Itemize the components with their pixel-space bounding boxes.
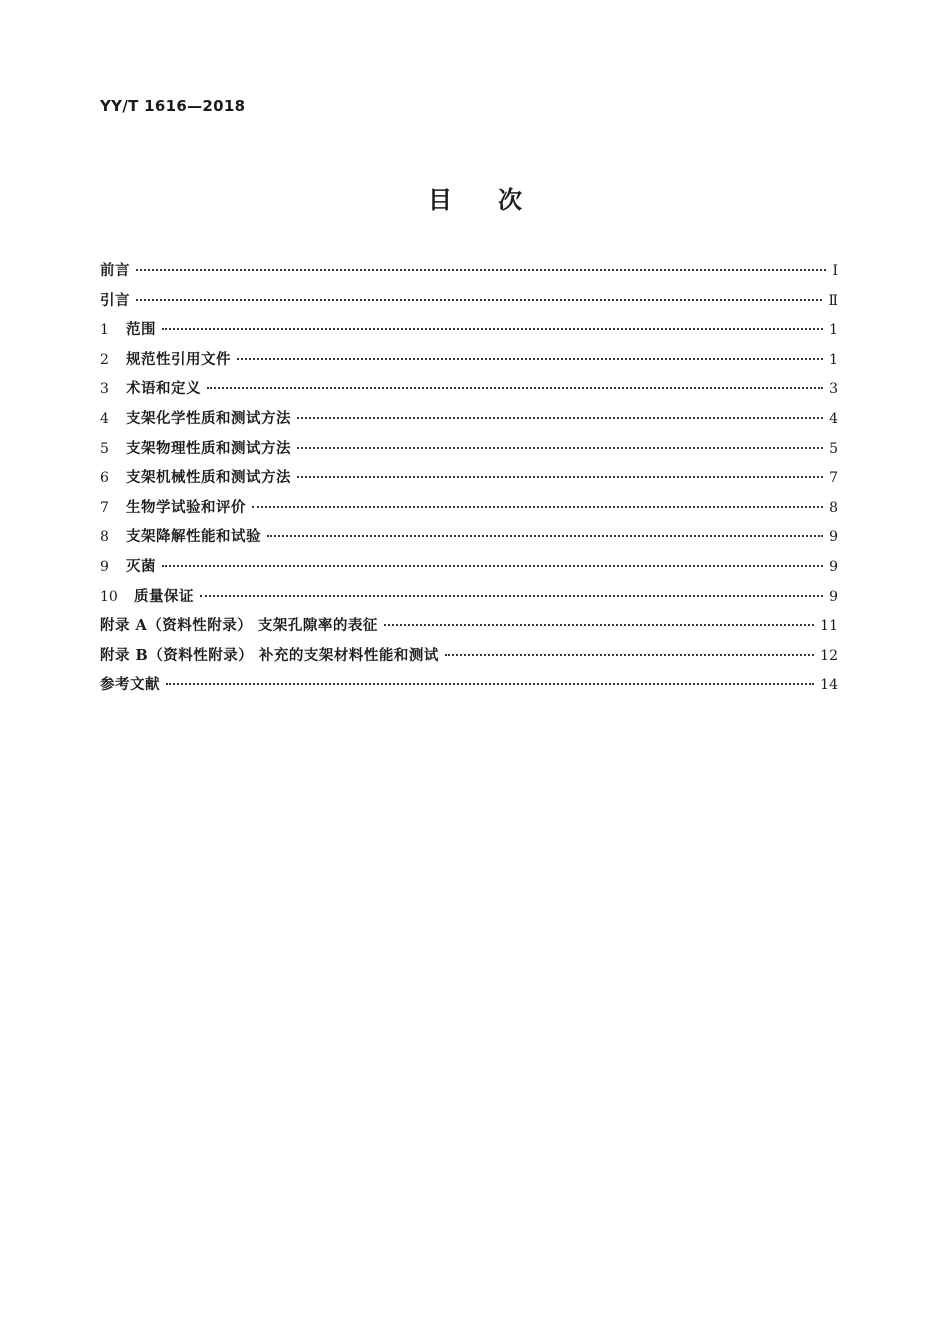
toc-page-number: 1 [829, 322, 838, 339]
toc-entry-text: 附录 B（资料性附录） 补充的支架材料性能和测试 [100, 646, 439, 664]
dot-leader [200, 595, 823, 597]
toc-entry-appendix-b[interactable] [100, 644, 838, 674]
toc-page-number: 14 [820, 677, 838, 694]
toc-entry-8[interactable] [100, 525, 838, 555]
toc-entry-text: 参考文献 [100, 676, 160, 694]
dot-leader [162, 565, 823, 567]
toc-page-number: 11 [820, 618, 838, 635]
toc-section-number: 6 [100, 470, 109, 487]
toc-page-number: 1 [829, 351, 838, 368]
dot-leader [297, 476, 823, 478]
dot-leader [166, 683, 814, 685]
page-title: 目次 [428, 186, 568, 214]
dot-leader [207, 387, 823, 389]
toc-entry-text: 术语和定义 [126, 380, 201, 398]
standard-code: YY/T 1616—2018 [100, 97, 246, 115]
dot-leader [445, 654, 814, 656]
toc-page-number: Ⅰ [832, 263, 838, 279]
toc-entry-bibliography[interactable] [100, 673, 838, 703]
toc-entry-4[interactable] [100, 407, 838, 437]
dot-leader [297, 417, 823, 419]
toc-page-number: 5 [829, 440, 838, 457]
toc-entry-text: 支架化学性质和测试方法 [126, 409, 291, 427]
toc-page-number: 12 [820, 647, 838, 664]
toc-entry-7[interactable] [100, 496, 838, 526]
toc-entry-text: 支架机械性质和测试方法 [126, 469, 291, 487]
toc-page-number: Ⅱ [828, 292, 838, 309]
toc-section-number: 1 [100, 322, 109, 339]
toc-entry-9[interactable] [100, 555, 838, 585]
toc-section-number: 2 [100, 351, 109, 368]
toc-entry-introduction[interactable] [100, 289, 838, 319]
dot-leader [136, 299, 822, 301]
toc-page-number: 9 [829, 558, 838, 575]
toc-entry-text: 支架降解性能和试验 [126, 528, 261, 546]
toc-entry-text: 生物学试验和评价 [126, 498, 246, 516]
toc-entry-text: 前言 [100, 262, 130, 279]
dot-leader [297, 447, 823, 449]
toc-section-number: 10 [100, 588, 118, 605]
dot-leader [384, 624, 814, 626]
toc-page-number: 9 [829, 588, 838, 605]
toc-entry-text: 支架物理性质和测试方法 [126, 439, 291, 457]
toc-entry-text: 范围 [126, 321, 156, 339]
toc-entry-foreword[interactable] [100, 259, 838, 289]
toc-page-number: 8 [829, 499, 838, 516]
dot-leader [162, 328, 823, 330]
toc-entry-text: 附录 A（资料性附录） 支架孔隙率的表征 [100, 617, 378, 635]
toc-entry-2[interactable] [100, 348, 838, 378]
toc-entry-10[interactable] [100, 585, 838, 615]
dot-leader [136, 269, 826, 271]
toc-entry-5[interactable] [100, 437, 838, 467]
dot-leader [252, 506, 823, 508]
toc-page-number: 3 [829, 381, 838, 398]
dot-leader [237, 358, 823, 360]
toc-entry-1[interactable] [100, 318, 838, 348]
toc-page-number: 9 [829, 529, 838, 546]
dot-leader [267, 535, 823, 537]
toc-entry-text: 质量保证 [134, 587, 194, 605]
toc-entry-appendix-a[interactable] [100, 614, 838, 644]
toc-section-number: 8 [100, 529, 109, 546]
toc-section-number: 5 [100, 440, 109, 457]
toc-entry-text: 引言 [100, 291, 130, 309]
toc-page-number: 7 [829, 470, 838, 487]
toc-section-number: 9 [100, 558, 109, 575]
table-of-contents [100, 259, 838, 703]
toc-section-number: 7 [100, 499, 109, 516]
toc-entry-6[interactable] [100, 466, 838, 496]
toc-entry-text: 规范性引用文件 [126, 350, 231, 368]
toc-entry-3[interactable] [100, 377, 838, 407]
toc-section-number: 3 [100, 381, 109, 398]
toc-entry-text: 灭菌 [126, 557, 156, 575]
toc-section-number: 4 [100, 410, 109, 427]
toc-page-number: 4 [829, 410, 838, 427]
